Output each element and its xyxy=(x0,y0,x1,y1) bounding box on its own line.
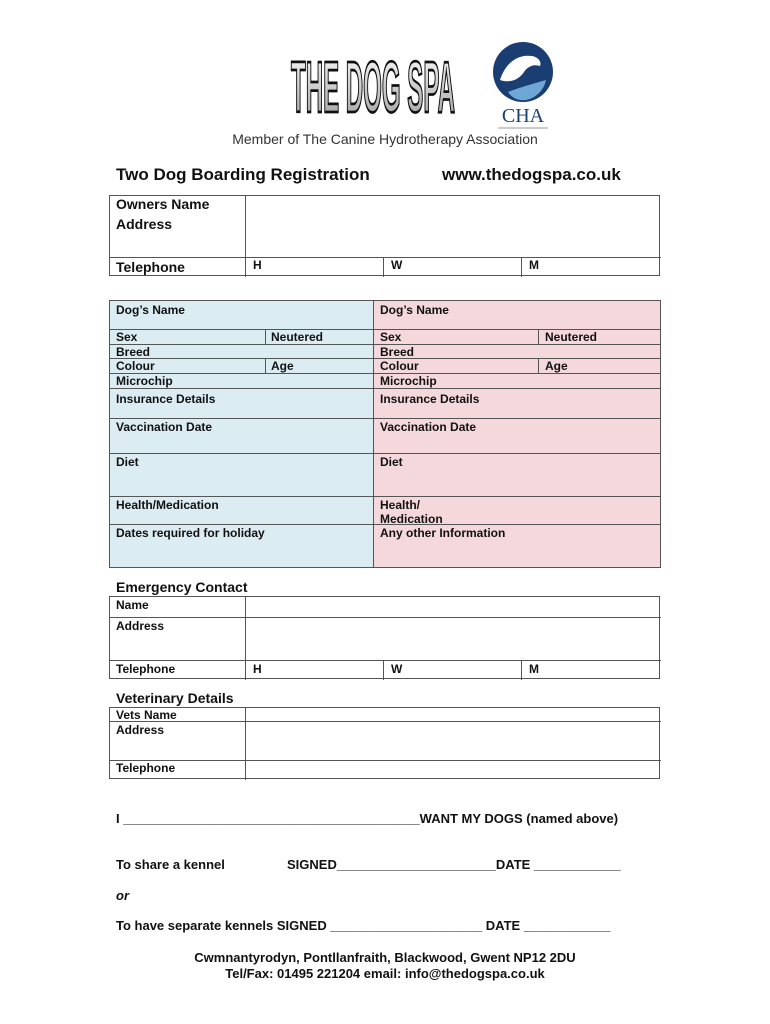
dog2-vaccination-label: Vaccination Date xyxy=(380,420,477,434)
dog2-health-label: Health/ xyxy=(380,498,421,512)
dog1-neutered-label: Neutered xyxy=(271,330,324,344)
svg-text:THE DOG SPA: THE DOG SPA xyxy=(291,47,455,122)
dog2-neutered-label: Neutered xyxy=(545,330,598,344)
dog2-panel xyxy=(373,300,661,568)
emergency-phone-work: W xyxy=(391,662,403,676)
dog1-health-label: Health/Medication xyxy=(116,498,219,512)
dog2-microchip-label: Microchip xyxy=(380,374,437,388)
or-label: or xyxy=(116,888,129,903)
dog1-name-label: Dog’s Name xyxy=(116,303,185,317)
dog2-breed-label: Breed xyxy=(380,345,415,359)
dog1-vaccination-label: Vaccination Date xyxy=(116,420,213,434)
emergency-contact-heading: Emergency Contact xyxy=(116,579,248,595)
website-link[interactable]: www.thedogspa.co.uk xyxy=(442,165,621,184)
dog1-insurance-label: Insurance Details xyxy=(116,392,216,406)
dog1-breed-label: Breed xyxy=(116,345,151,359)
dog2-other-info-label: Any other Information xyxy=(380,526,506,540)
declaration-line: I _________________________________________WANT MY DOGS (named above) xyxy=(116,811,619,826)
form-title: Two Dog Boarding Registration xyxy=(116,165,370,184)
vet-name-label: Vets Name xyxy=(116,708,177,722)
vet-telephone-label: Telephone xyxy=(116,761,176,775)
emergency-telephone-label: Telephone xyxy=(116,662,176,676)
dog1-sex-label: Sex xyxy=(116,330,138,344)
dog1-microchip-label: Microchip xyxy=(116,374,173,388)
dog2-sex-label: Sex xyxy=(380,330,402,344)
footer-address: Cwmnantyrodyn, Pontllanfraith, Blackwood, Gwent NP12 2DU xyxy=(194,950,576,965)
dog2-insurance-label: Insurance Details xyxy=(380,392,480,406)
vet-address-label: Address xyxy=(116,723,165,737)
share-kennel-label: To share a kennel xyxy=(116,857,225,872)
dog1-panel xyxy=(109,300,374,568)
share-kennel-signature: SIGNED______________________DATE ____________ xyxy=(287,857,621,872)
dog2-name-label: Dog’s Name xyxy=(380,303,449,317)
owners-phone-work: W xyxy=(391,258,403,272)
dog1-colour-label: Colour xyxy=(116,359,155,373)
owner-section xyxy=(109,195,661,277)
emergency-name-label: Name xyxy=(116,598,149,612)
dog1-dates-label: Dates required for holiday xyxy=(116,526,265,540)
owners-name-label: Owners Name xyxy=(116,196,210,212)
owners-phone-mobile: M xyxy=(529,258,539,272)
dog2-colour-label: Colour xyxy=(380,359,419,373)
dog2-medication-label: Medication xyxy=(380,512,443,526)
vet-section xyxy=(109,707,661,780)
dog1-diet-label: Diet xyxy=(116,455,139,469)
owners-telephone-label: Telephone xyxy=(116,259,185,275)
separate-kennels-signature: To have separate kennels SIGNED _____________________ DATE ____________ xyxy=(116,918,611,933)
emergency-section xyxy=(109,596,661,680)
emergency-address-label: Address xyxy=(116,619,165,633)
emergency-phone-mobile: M xyxy=(529,662,539,676)
dog1-age-label: Age xyxy=(271,359,294,373)
dog2-age-label: Age xyxy=(545,359,568,373)
member-line: Member of The Canine Hydrotherapy Association xyxy=(232,131,538,147)
dog2-diet-label: Diet xyxy=(380,455,403,469)
svg-text:CHA: CHA xyxy=(501,105,545,127)
owners-address-label: Address xyxy=(116,216,173,232)
cha-logo xyxy=(488,40,558,132)
emergency-phone-home: H xyxy=(253,662,262,676)
footer-contact: Tel/Fax: 01495 221204 email: info@thedogspa.co.uk xyxy=(225,966,545,981)
dog-spa-logo xyxy=(288,40,458,122)
veterinary-heading: Veterinary Details xyxy=(116,690,234,706)
owners-phone-home: H xyxy=(253,258,262,272)
